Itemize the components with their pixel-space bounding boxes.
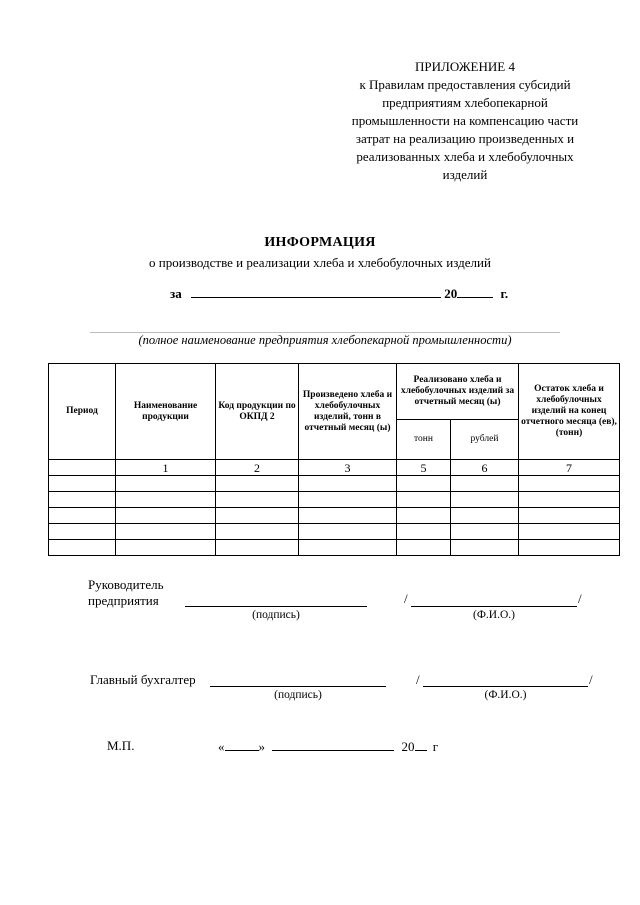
date-open-quote: « (218, 739, 225, 754)
period-line (170, 285, 508, 302)
column-number: 6 (451, 460, 519, 476)
table-cell[interactable] (299, 492, 397, 508)
appendix-line: к Правилам предоставления субсидий (359, 77, 571, 92)
table-cell[interactable] (451, 476, 519, 492)
head-signature-line[interactable] (185, 606, 367, 607)
column-numbers-row (49, 460, 620, 476)
header-remainder: Остаток хлеба и хлебобулочных изделий на конец отчетного месяца (ев), (тонн) (519, 364, 620, 460)
date-day-line[interactable] (225, 738, 259, 751)
date-year-line[interactable] (415, 738, 427, 751)
period-suffix: г. (500, 286, 509, 301)
appendix-heading: ПРИЛОЖЕНИЕ 4 (415, 59, 515, 74)
accountant-name-line[interactable] (423, 686, 588, 687)
table-cell[interactable] (397, 508, 451, 524)
table-cell[interactable] (49, 540, 116, 556)
header-product-code: Код продукции по ОКПД 2 (216, 364, 299, 460)
column-number (49, 460, 116, 476)
head-slash-right: / (578, 591, 582, 606)
table-cell[interactable] (397, 524, 451, 540)
table-cell[interactable] (49, 524, 116, 540)
table-cell[interactable] (49, 492, 116, 508)
table-cell[interactable] (451, 508, 519, 524)
table-cell[interactable] (216, 540, 299, 556)
table-cell[interactable] (216, 524, 299, 540)
date-close-quote: » (258, 739, 265, 754)
head-slash-left: / (404, 591, 408, 606)
accountant-signature-line[interactable] (210, 686, 386, 687)
table-row (49, 508, 620, 524)
table-cell[interactable] (299, 524, 397, 540)
accountant-label: Главный бухгалтер (90, 672, 196, 687)
table-row (49, 524, 620, 540)
table-cell[interactable] (116, 540, 216, 556)
table-cell[interactable] (519, 540, 620, 556)
table-cell[interactable] (451, 524, 519, 540)
appendix-line: изделий (442, 167, 488, 182)
header-period: Период (49, 364, 116, 460)
table-cell[interactable] (216, 508, 299, 524)
header-sold-tons: тонн (397, 420, 451, 460)
document-subtitle: о производстве и реализации хлеба и хлебобулочных изделий (149, 255, 491, 270)
table-cell[interactable] (216, 476, 299, 492)
head-label-line1: Руководитель (88, 577, 164, 592)
appendix-line: предприятиям хлебопекарной (382, 95, 548, 110)
header-sold-rubles: рублей (451, 420, 519, 460)
accountant-slash-right: / (589, 672, 593, 687)
header-sold: Реализовано хлеба и хлебобулочных изделий за отчетный месяц (ы) (397, 364, 519, 420)
accountant-name-caption: (Ф.И.О.) (484, 689, 527, 701)
table-cell[interactable] (397, 492, 451, 508)
table-cell[interactable] (216, 492, 299, 508)
table-row (49, 492, 620, 508)
table-cell[interactable] (519, 476, 620, 492)
date-suffix: г (432, 739, 439, 754)
table-cell[interactable] (451, 492, 519, 508)
column-number: 2 (216, 460, 299, 476)
table-cell[interactable] (397, 476, 451, 492)
column-number: 1 (116, 460, 216, 476)
head-signature-caption: (подпись) (252, 609, 300, 621)
organization-caption: (полное наименование предприятия хлебопекарной промышленности) (138, 333, 512, 347)
appendix-block (325, 58, 605, 184)
header-produced: Произведено хлеба и хлебобулочных изделий, тонн в отчетный месяц (ы) (299, 364, 397, 460)
production-table (48, 363, 620, 556)
table-cell[interactable] (116, 508, 216, 524)
accountant-slash-left: / (416, 672, 420, 687)
period-input-line[interactable] (191, 285, 441, 298)
period-year-line[interactable] (457, 285, 493, 298)
table-cell[interactable] (49, 476, 116, 492)
column-number: 5 (397, 460, 451, 476)
column-number: 7 (519, 460, 620, 476)
table-cell[interactable] (451, 540, 519, 556)
table-cell[interactable] (116, 476, 216, 492)
document-title: ИНФОРМАЦИЯ (264, 235, 376, 250)
table-cell[interactable] (519, 524, 620, 540)
head-label (88, 577, 164, 609)
appendix-line: реализованных хлеба и хлебобулочных (356, 149, 574, 164)
table-cell[interactable] (519, 492, 620, 508)
column-number: 3 (299, 460, 397, 476)
date-year-prefix: 20 (401, 739, 415, 754)
table-cell[interactable] (299, 540, 397, 556)
appendix-line: затрат на реализацию произведенных и (355, 131, 575, 146)
head-label-line2: предприятия (88, 593, 159, 608)
table-cell[interactable] (116, 492, 216, 508)
head-name-caption: (Ф.И.О.) (473, 609, 515, 621)
date-month-line[interactable] (272, 738, 394, 751)
period-prefix: за (170, 286, 182, 301)
table-row (49, 476, 620, 492)
table-cell[interactable] (299, 508, 397, 524)
table-cell[interactable] (116, 524, 216, 540)
table-cell[interactable] (49, 508, 116, 524)
stamp-label: М.П. (107, 738, 135, 753)
date-line (218, 738, 438, 755)
table-row (49, 540, 620, 556)
table-cell[interactable] (299, 476, 397, 492)
table-cell[interactable] (519, 508, 620, 524)
accountant-signature-caption: (подпись) (274, 689, 322, 701)
appendix-line: промышленности на компенсацию части (351, 113, 579, 128)
header-product-name: Наименование продукции (116, 364, 216, 460)
period-year-prefix: 20 (444, 286, 458, 301)
table-cell[interactable] (397, 540, 451, 556)
head-name-line[interactable] (411, 606, 577, 607)
